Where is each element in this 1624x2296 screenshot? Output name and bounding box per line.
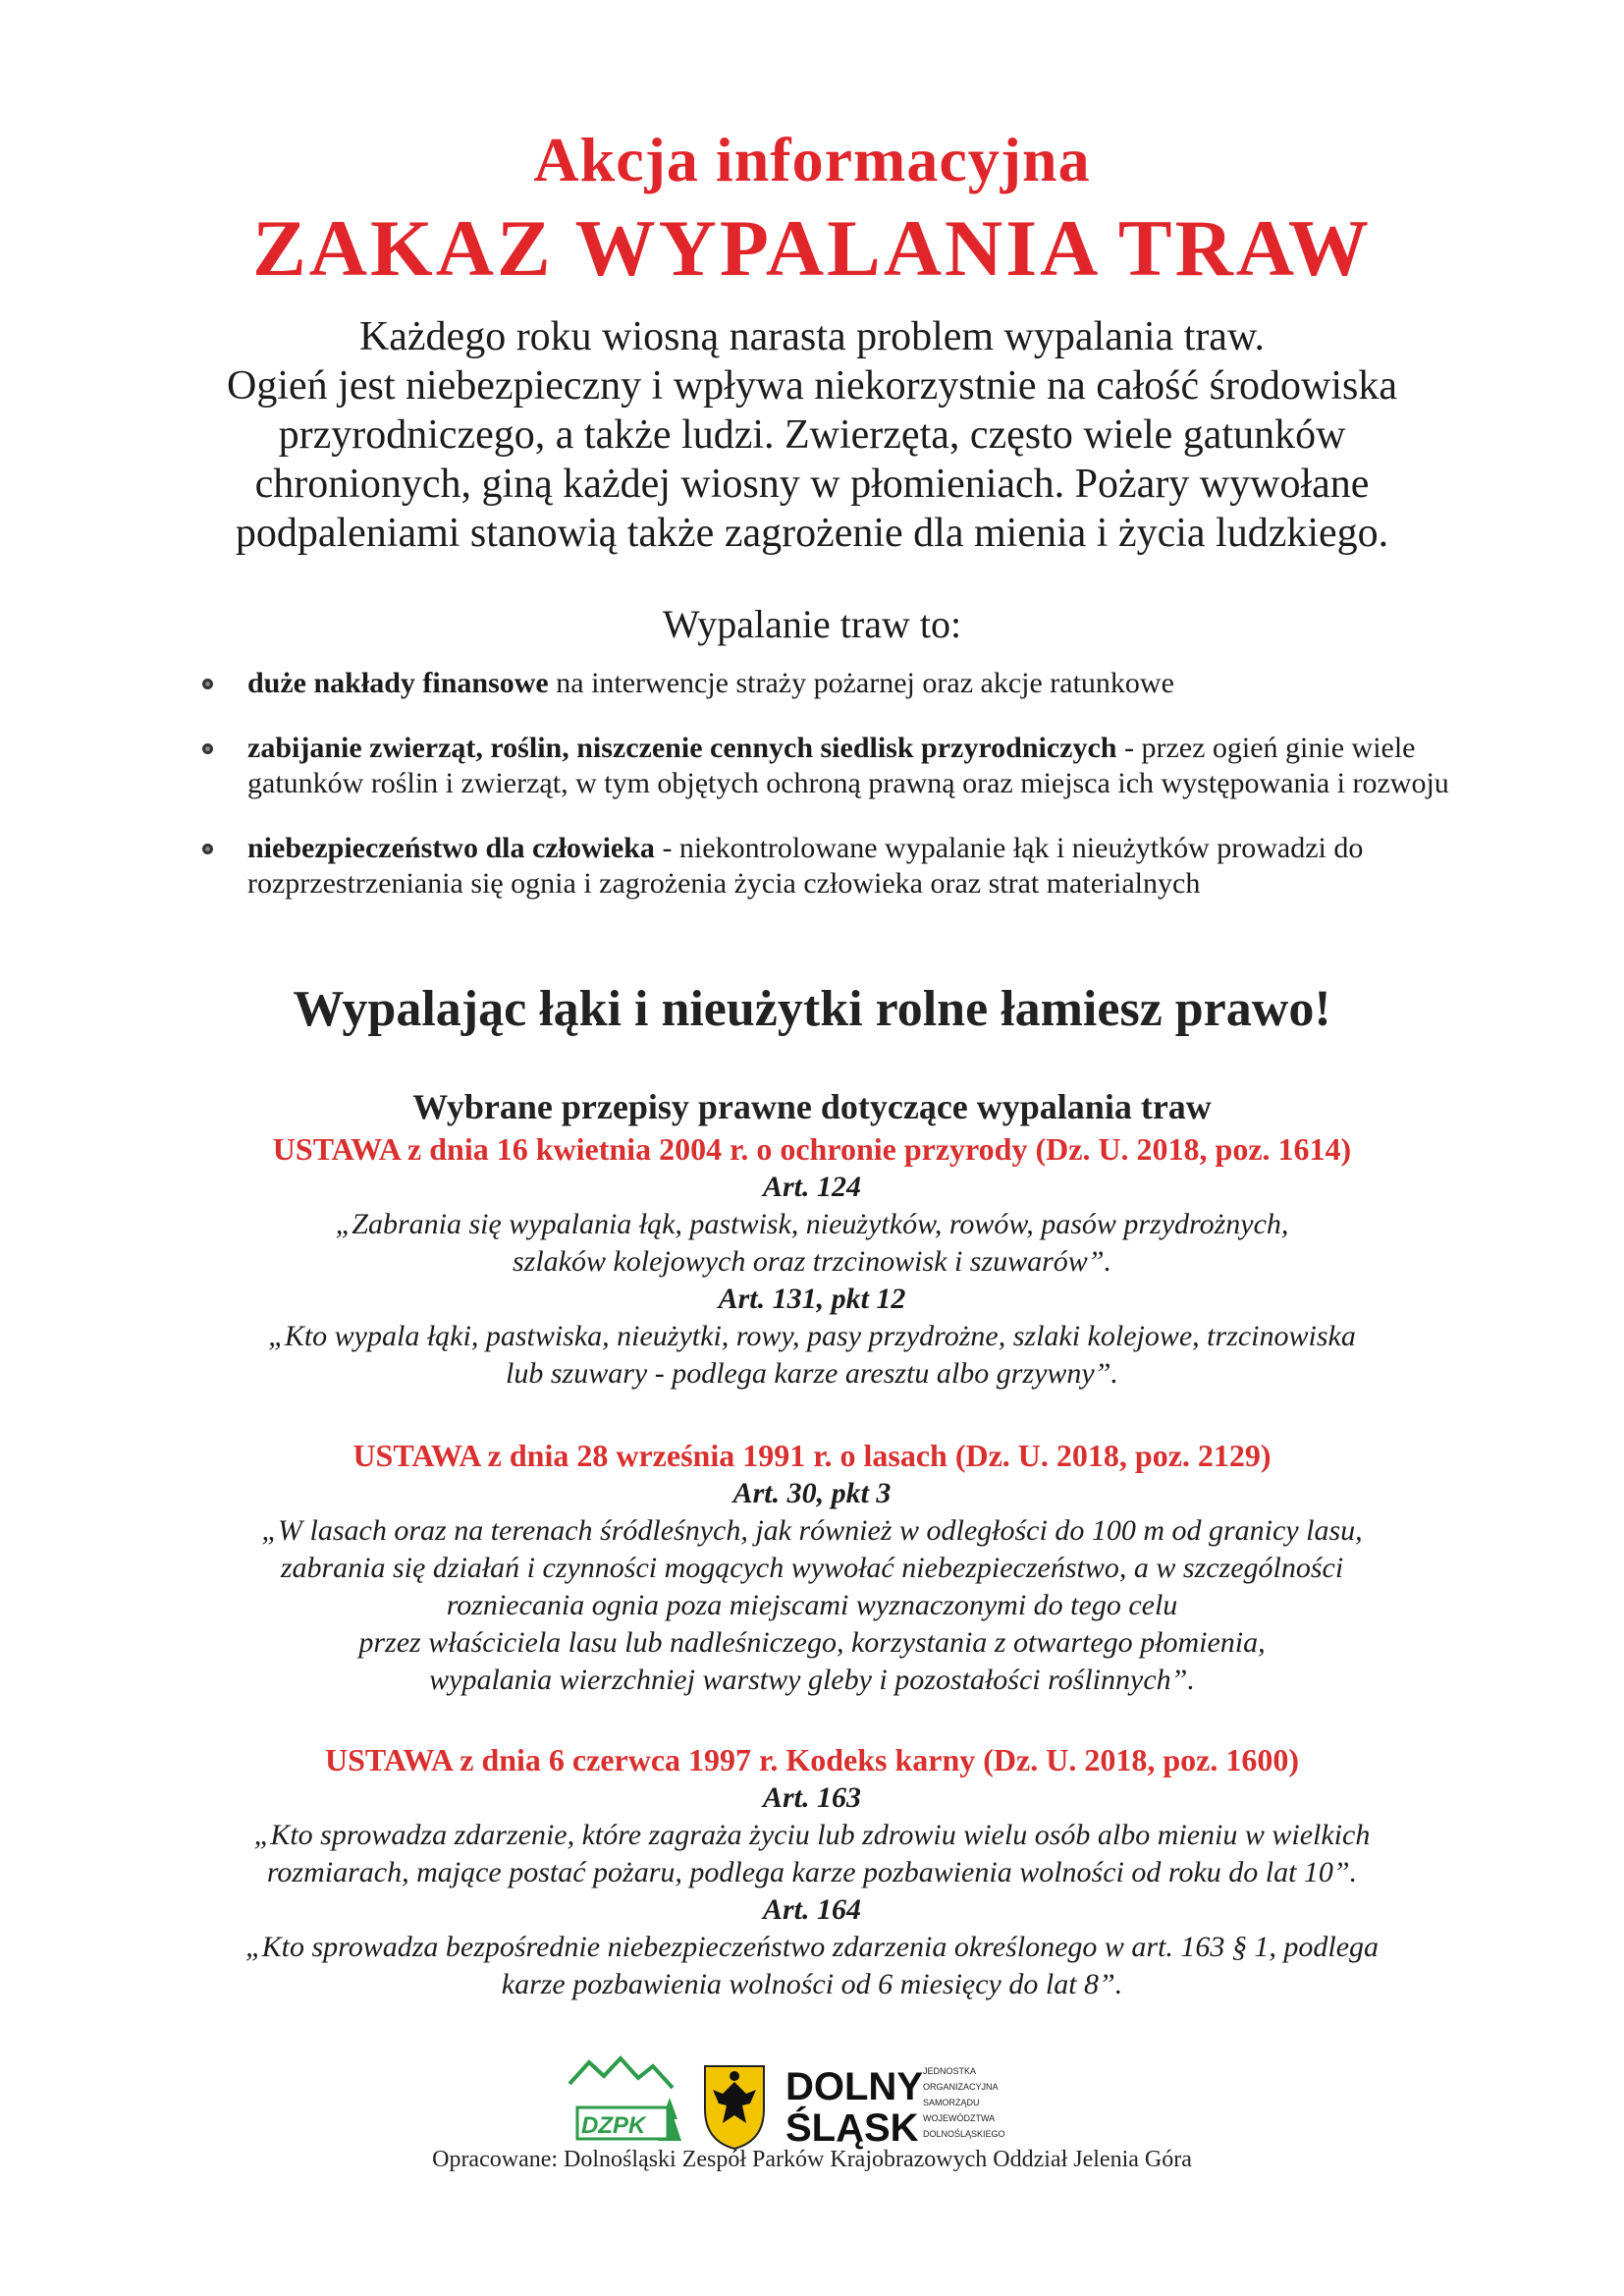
bullet-list — [196, 666, 1473, 931]
quote-line: lub szuwary - podlega karze aresztu albo grzywny”. — [506, 1357, 1118, 1390]
campaign-title: Akcja informacyjna — [533, 125, 1091, 194]
intro-line: podpaleniami stanowią także zagrożenie dla mienia i życia ludzkiego. — [235, 511, 1389, 556]
quote-line: „Kto wypala łąki, pastwiska, nieużytki, rowy, pasy przydrożne, szlaki kolejowe, trzcinowiska — [268, 1320, 1356, 1352]
article-label: Art. 30, pkt 3 — [732, 1477, 892, 1509]
bullet-text: na interwencje straży pożarnej oraz akcje ratunkowe — [548, 667, 1174, 699]
quote-line: „Kto sprowadza bezpośrednie niebezpieczeństwo zdarzenia określonego w art. 163 § 1, podlega — [244, 1931, 1380, 1963]
article-label: Art. 164 — [762, 1893, 862, 1926]
unit-line: SAMORZĄDU — [923, 2098, 980, 2107]
unit-line: DOLNOŚLĄSKIEGO — [923, 2129, 1005, 2139]
law-title: USTAWA z dnia 6 czerwca 1997 r. Kodeks karny (Dz. U. 2018, poz. 1600) — [325, 1742, 1299, 1777]
bullet-item — [196, 666, 1473, 701]
quote-line: karze pozbawienia wolności od 6 miesięcy do lat 8”. — [501, 1968, 1123, 2000]
intro-line: przyrodniczego, a także ludzi. Zwierzęta, często wiele gatunków — [278, 412, 1346, 458]
unit-line: ORGANIZACYJNA — [923, 2082, 999, 2092]
quote-line: szlaków kolejowych oraz trzcinowisk i szuwarów”. — [512, 1245, 1112, 1278]
unit-line: JEDNOSTKA — [923, 2066, 977, 2076]
bullet-icon — [202, 743, 213, 754]
law-title: USTAWA z dnia 16 kwietnia 2004 r. o ochronie przyrody (Dz. U. 2018, poz. 1614) — [272, 1131, 1352, 1167]
bullet-bold: niebezpieczeństwo dla człowieka — [247, 832, 655, 864]
logo-strip — [560, 2054, 1070, 2153]
quote-line: „Zabrania się wypalania łąk, pastwisk, nieużytków, rowów, pasów przydrożnych, — [335, 1208, 1289, 1240]
law-section — [98, 1740, 1526, 2003]
laws-heading: Wybrane przepisy prawne dotyczące wypalania traw — [412, 1087, 1212, 1126]
dzpk-logo — [569, 2058, 681, 2141]
bullet-item — [196, 831, 1473, 902]
article-label: Art. 124 — [762, 1171, 862, 1203]
bullet-bold: duże nakłady finansowe — [247, 667, 549, 699]
intro-line: chronionych, giną każdej wiosny w płomieniach. Pożary wywołane — [254, 462, 1370, 507]
bullet-item — [196, 731, 1473, 801]
bullet-icon — [202, 844, 213, 854]
quote-line: rozmiarach, mające postać pożaru, podlega karze pozbawienia wolności od roku do lat 10”. — [266, 1856, 1358, 1888]
article-quote — [98, 1206, 1526, 1281]
dolny-slask-logo — [785, 2065, 1005, 2150]
quote-line: rozniecania ognia poza miejscami wyznaczonymi do tego celu — [446, 1589, 1178, 1621]
article-quote — [98, 1318, 1526, 1393]
article-label: Art. 163 — [762, 1781, 862, 1814]
main-heading: ZAKAZ WYPALANIA TRAW — [252, 203, 1372, 293]
intro-paragraph — [147, 312, 1477, 558]
dolny-text: DOLNY — [785, 2065, 923, 2108]
quote-line: wypalania wierzchniej warstwy gleby i pozostałości roślinnych”. — [429, 1664, 1195, 1696]
bullets-lead: Wypalanie traw to: — [662, 602, 962, 646]
warning-headline: Wypalając łąki i nieużytki rolne łamiesz prawo! — [293, 981, 1331, 1037]
logos-graphic — [560, 2054, 1070, 2153]
article-quote — [98, 1929, 1526, 2003]
law-section — [98, 1129, 1526, 1393]
quote-line: przez właściciela lasu lub nadleśniczego, korzystania z otwartego płomienia, — [358, 1626, 1266, 1659]
unit-line: WOJEWÓDZTWA — [923, 2113, 996, 2123]
intro-line: Każdego roku wiosną narasta problem wypalania traw. — [358, 314, 1266, 359]
bullet-bold: zabijanie zwierząt, roślin, niszczenie cennych siedlisk przyrodniczych — [247, 732, 1117, 764]
quote-line: „Kto sprowadza zdarzenie, które zagraża życiu lub zdrowiu wielu osób albo mieniu w wielkich — [253, 1819, 1371, 1851]
bullet-text: - przez ogień ginie wiele gatunków roślin i zwierząt, w tym objętych ochroną prawną oraz miejsca ich występowania i rozwoju — [247, 732, 1449, 799]
bullet-text: - niekontrolowane wypalanie łąk i nieużytków prowadzi do rozprzestrzeniania się ognia i zagrożenia życia człowieka oraz strat materialnych — [247, 832, 1364, 900]
intro-line: Ogień jest niebezpieczny i wpływa niekorzystnie na całość środowiska — [227, 363, 1397, 409]
quote-line: zabrania się działań i czynności mogących wywołać niebezpieczeństwo, a w szczególności — [280, 1552, 1344, 1584]
slask-text: ŚLĄSK — [785, 2106, 919, 2150]
dzpk-logo-text: DZPK — [581, 2112, 646, 2139]
footer-credit: Opracowane: Dolnośląski Zespół Parków Krajobrazowych Oddział Jelenia Góra — [432, 2147, 1192, 2172]
article-quote — [98, 1817, 1526, 1891]
coat-of-arms-icon — [705, 2066, 764, 2149]
article-label: Art. 131, pkt 12 — [718, 1283, 906, 1315]
quote-line: „W lasach oraz na terenach śródleśnych, jak również w odległości do 100 m od granicy lasu, — [261, 1514, 1363, 1547]
bullet-icon — [202, 679, 213, 689]
article-quote — [98, 1512, 1526, 1699]
law-section — [98, 1436, 1526, 1699]
law-title: USTAWA z dnia 28 września 1991 r. o lasach (Dz. U. 2018, poz. 2129) — [352, 1438, 1272, 1473]
